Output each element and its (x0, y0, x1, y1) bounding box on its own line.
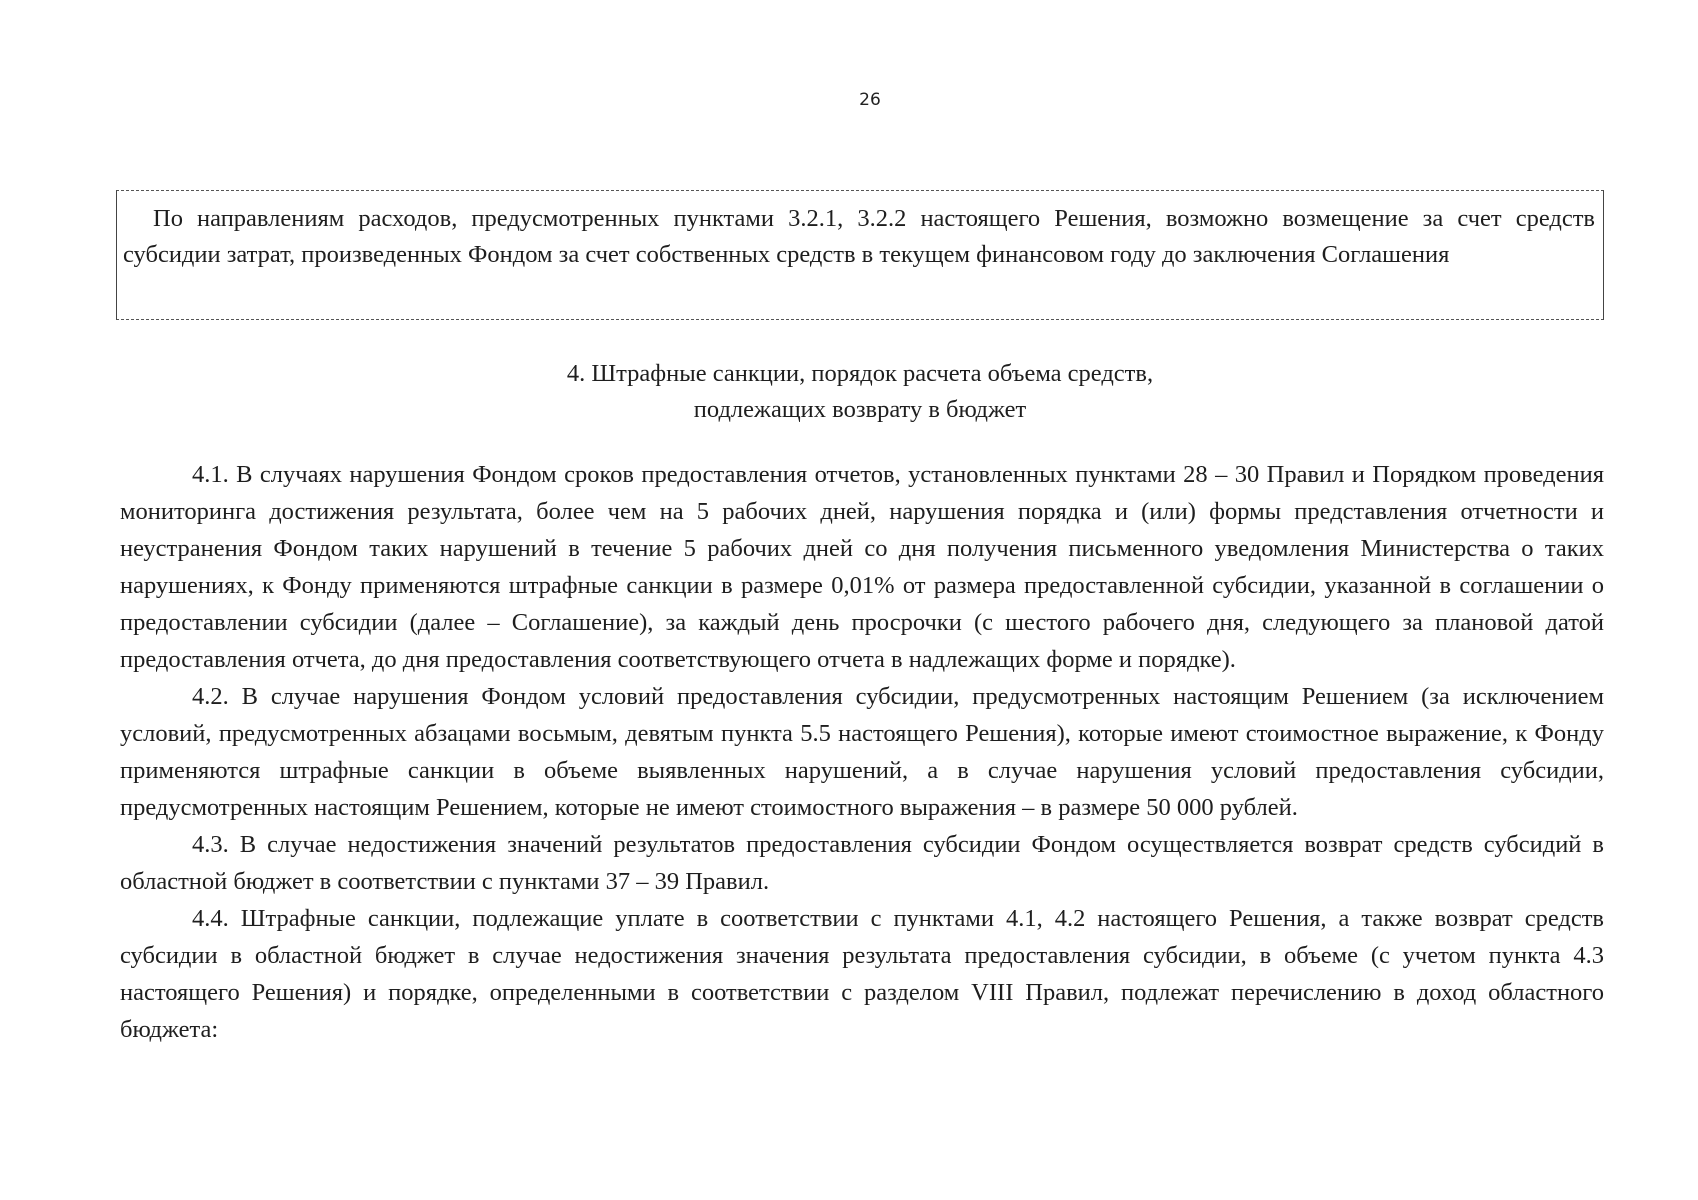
section-heading (116, 356, 1604, 428)
section-heading-line-1: 4. Штрафные санкции, порядок расчета объема средств, (566, 360, 1154, 387)
boxed-note-text: По направлениям расходов, предусмотренных пунктами 3.2.1, 3.2.2 настоящего Решения, возможно возмещение за счет средств субсидии затрат, произведенных Фондом за счет собственных средств в текущем финансовом году до заключения Соглашения (123, 205, 1595, 268)
section-body (120, 456, 1604, 1048)
page-number: 26 (859, 90, 881, 110)
paragraph-4-3: 4.3. В случае недостижения значений результатов предоставления субсидии Фондом осуществляется возврат средств субсидий в областной бюджет в соответствии с пунктами 37 – 39 Правил. (120, 831, 1604, 895)
paragraph-4-1: 4.1. В случаях нарушения Фондом сроков предоставления отчетов, установленных пунктами 28 – 30 Правил и Порядком проведения мониторинга достижения результата, более чем на 5 рабочих дней, нарушения порядка и (или) формы представления отчетности и неустранения Фондом таких нарушений в течение 5 рабочих дней со дня получения письменного уведомления Министерства о таких нарушениях, к Фонду применяются штрафные санкции в размере 0,01% от размера предоставленной субсидии, указанной в соглашении о предоставлении субсидии (далее – Соглашение), за каждый день просрочки (с шестого рабочего дня, следующего за плановой датой предоставления отчета, до дня предоставления соответствующего отчета в надлежащих форме и порядке). (120, 461, 1604, 673)
paragraph-4-4: 4.4. Штрафные санкции, подлежащие уплате в соответствии с пунктами 4.1, 4.2 настоящего Решения, а также возврат средств субсидии в областной бюджет в случае недостижения значения результата предоставления субсидии, в объеме (с учетом пункта 4.3 настоящего Решения) и порядке, определенными в соответствии с разделом VIII Правил, подлежат перечислению в доход областного бюджета: (120, 905, 1604, 1043)
paragraph-4-2: 4.2. В случае нарушения Фондом условий предоставления субсидии, предусмотренных настоящим Решением (за исключением условий, предусмотренных абзацами восьмым, девятым пункта 5.5 настоящего Решения), которые имеют стоимостное выражение, к Фонду применяются штрафные санкции в объеме выявленных нарушений, а в случае нарушения условий предоставления субсидии, предусмотренных настоящим Решением, которые не имеют стоимостного выражения – в размере 50 000 рублей. (120, 683, 1604, 821)
boxed-note (116, 190, 1604, 320)
section-heading-line-2: подлежащих возврату в бюджет (693, 396, 1027, 423)
